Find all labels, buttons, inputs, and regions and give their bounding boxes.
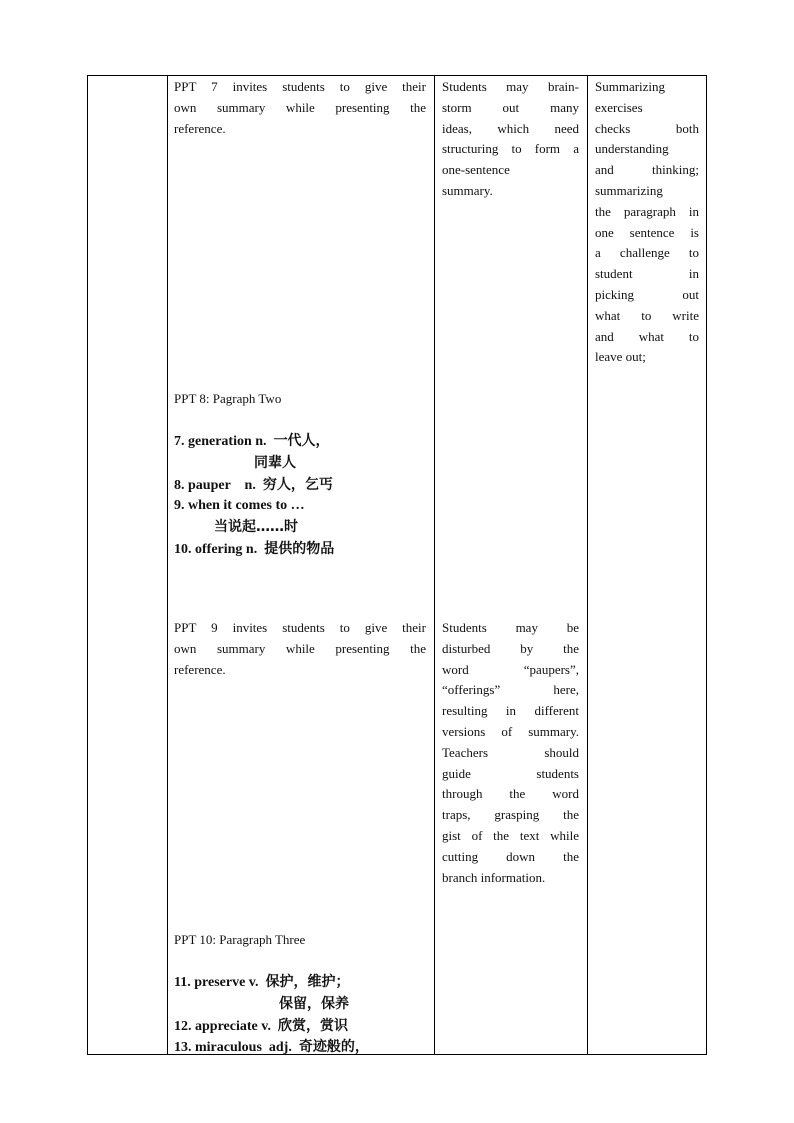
note2-line: branch information. <box>442 869 546 885</box>
vocab-entry <box>174 431 426 453</box>
note1-line: structuring to form a <box>442 141 579 157</box>
ppt9-line: PPT 9 invites students to give their <box>174 620 426 635</box>
purpose-line: understanding <box>595 141 669 157</box>
note1-line: storm out many <box>442 99 579 115</box>
ppt7-line: own summary while presenting the <box>174 99 426 115</box>
ppt7-line: reference. <box>174 120 226 136</box>
ppt9-line: reference. <box>174 661 226 677</box>
purpose-line: checks both <box>595 120 699 136</box>
vocab-term: 12. appreciate v. <box>174 1018 271 1034</box>
note2-line: gist of the text while <box>442 827 579 843</box>
vocab-entry <box>174 972 426 994</box>
table-top-border <box>87 75 707 76</box>
note1-line: ideas, which need <box>442 120 579 136</box>
note2-line: traps, grasping the <box>442 807 579 823</box>
vocab-entry <box>174 539 426 561</box>
table-right-border <box>706 75 707 1055</box>
purpose-line: student in <box>595 266 699 282</box>
note2-line: cutting down the <box>442 848 579 864</box>
vocab-term: 8. pauper n. <box>174 477 256 493</box>
ppt10-heading-text: PPT 10: Paragraph Three <box>174 932 306 947</box>
student-activity-note-2 <box>442 618 579 888</box>
vocab-meaning: 提供的物品 <box>264 540 335 557</box>
purpose-line: one sentence is <box>595 224 699 240</box>
vocab-list-paragraph-two <box>174 431 426 561</box>
vocab-meaning: 欣赏，赏识 <box>277 1017 348 1034</box>
vocab-entry <box>174 517 426 539</box>
note2-line: through the word <box>442 786 579 802</box>
ppt9-description <box>174 618 426 680</box>
note2-line: “offerings” here, <box>442 682 579 698</box>
vocab-list-paragraph-three <box>174 972 426 1059</box>
vocab-term: 10. offering n. <box>174 541 258 557</box>
purpose-line: leave out; <box>595 349 646 365</box>
vocab-meaning: 当说起……时 <box>214 519 298 536</box>
column-divider-3 <box>587 75 588 1055</box>
vocab-meaning: 同辈人 <box>254 454 296 471</box>
note2-line: Teachers should <box>442 744 579 760</box>
purpose-line: a challenge to <box>595 245 699 261</box>
vocab-entry <box>174 453 426 475</box>
vocab-meaning: 保留，保养 <box>279 995 349 1012</box>
vocab-entry <box>174 475 426 497</box>
vocab-meaning: 保护，维护； <box>265 974 350 990</box>
ppt8-heading-text: PPT 8: Pagraph Two <box>174 391 282 406</box>
design-purpose-note <box>595 77 699 368</box>
ppt7-line: PPT 7 invites students to give their <box>174 79 426 94</box>
note2-line: word “paupers”, <box>442 661 579 677</box>
note1-line: Students may brain- <box>442 79 579 94</box>
vocab-term: 9. when it comes to … <box>174 498 305 514</box>
purpose-line: and thinking; <box>595 162 699 178</box>
ppt8-heading <box>174 389 426 410</box>
purpose-line: the paragraph in <box>595 203 699 219</box>
purpose-line: and what to <box>595 328 699 344</box>
vocab-meaning: 一代人， <box>273 433 330 449</box>
student-activity-note-1 <box>442 77 579 202</box>
purpose-line: summarizing <box>595 182 663 198</box>
note2-line: Students may be <box>442 620 579 635</box>
note2-line: resulting in different <box>442 703 579 719</box>
purpose-line: exercises <box>595 99 643 115</box>
ppt7-description <box>174 77 426 139</box>
ppt9-line: own summary while presenting the <box>174 640 426 656</box>
purpose-line: what to write <box>595 307 699 323</box>
ppt10-heading <box>174 930 426 951</box>
vocab-term: 13. miraculous adj. <box>174 1040 292 1056</box>
vocab-term: 11. preserve v. <box>174 975 259 990</box>
vocab-entry <box>174 1037 426 1059</box>
vocab-term: 7. generation n. <box>174 434 267 449</box>
purpose-line: picking out <box>595 286 699 302</box>
note2-line: guide students <box>442 765 579 781</box>
note2-line: versions of summary. <box>442 723 579 739</box>
vocab-entry <box>174 994 426 1016</box>
column-divider-1 <box>167 75 168 1055</box>
purpose-line: Summarizing <box>595 79 666 94</box>
table-left-border <box>87 75 88 1055</box>
vocab-meaning: 奇迹般的， <box>298 1039 369 1056</box>
note2-line: disturbed by the <box>442 640 579 656</box>
column-divider-2 <box>434 75 435 1055</box>
vocab-entry <box>174 1016 426 1038</box>
vocab-entry <box>174 496 426 517</box>
vocab-meaning: 穷人，乞丐 <box>262 476 333 493</box>
note1-line: summary. <box>442 182 493 198</box>
note1-line: one-sentence <box>442 162 510 178</box>
